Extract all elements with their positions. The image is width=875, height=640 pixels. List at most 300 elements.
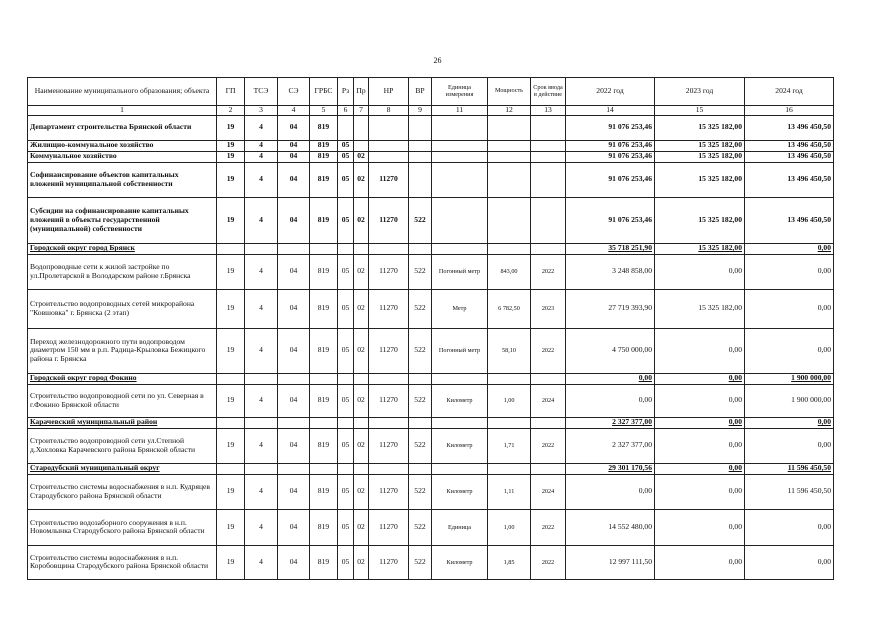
row-name: Софинансирование объектов капитальных вложений муниципальной собственности <box>28 162 217 197</box>
grbs-cell: 819 <box>310 289 338 328</box>
page-number: 26 <box>433 56 442 65</box>
gp-cell: 19 <box>217 115 245 140</box>
grbs-cell <box>310 417 338 428</box>
tse-cell: 4 <box>245 289 278 328</box>
vr-cell: 522 <box>409 254 432 289</box>
se-cell <box>278 373 310 384</box>
gp-cell <box>217 373 245 384</box>
rz-cell: 05 <box>338 197 354 243</box>
row-name: Департамент строительства Брянской области <box>28 115 217 140</box>
gp-cell: 19 <box>217 509 245 545</box>
unit-cell <box>432 243 488 254</box>
group-row <box>28 115 834 140</box>
term-cell <box>531 140 566 151</box>
unit-cell <box>432 151 488 162</box>
vr-cell: 522 <box>409 474 432 509</box>
column-number: 15 <box>655 106 745 116</box>
amount-2022: 91 076 253,46 <box>566 151 655 162</box>
row-name: Строительство водопроводных сетей микрорайона "Ковшовка" г. Брянска (2 этап) <box>28 289 217 328</box>
amount-2023: 15 325 182,00 <box>655 197 745 243</box>
nr-cell: 11270 <box>369 328 409 373</box>
amount-2024: 11 596 450,50 <box>745 474 834 509</box>
column-number: 16 <box>745 106 834 116</box>
grbs-cell: 819 <box>310 384 338 417</box>
group-row <box>28 463 834 474</box>
pr-cell <box>354 417 369 428</box>
grbs-cell: 819 <box>310 162 338 197</box>
se-cell: 04 <box>278 545 310 579</box>
unit-cell <box>432 197 488 243</box>
amount-2022: 0,00 <box>566 474 655 509</box>
unit-cell <box>432 463 488 474</box>
grbs-cell: 819 <box>310 509 338 545</box>
amount-2024: 0,00 <box>745 289 834 328</box>
se-cell <box>278 243 310 254</box>
amount-2022: 91 076 253,46 <box>566 140 655 151</box>
tse-cell: 4 <box>245 140 278 151</box>
rz-cell: 05 <box>338 162 354 197</box>
nr-cell: 11270 <box>369 162 409 197</box>
capacity-cell <box>488 140 531 151</box>
column-number: 14 <box>566 106 655 116</box>
column-number: 3 <box>245 106 278 116</box>
tse-cell: 4 <box>245 151 278 162</box>
rz-cell: 05 <box>338 509 354 545</box>
tse-cell: 4 <box>245 428 278 463</box>
amount-2023: 0,00 <box>655 509 745 545</box>
column-number: 8 <box>369 106 409 116</box>
header-nr: НР <box>369 78 409 106</box>
tse-cell: 4 <box>245 254 278 289</box>
amount-2024: 13 496 450,50 <box>745 115 834 140</box>
vr-cell: 522 <box>409 545 432 579</box>
vr-cell <box>409 243 432 254</box>
capacity-cell: 843,00 <box>488 254 531 289</box>
amount-2024: 0,00 <box>745 545 834 579</box>
unit-cell: Единица <box>432 509 488 545</box>
pr-cell: 02 <box>354 254 369 289</box>
pr-cell <box>354 115 369 140</box>
term-cell: 2022 <box>531 328 566 373</box>
grbs-cell: 819 <box>310 254 338 289</box>
header-numbers-row <box>28 106 834 116</box>
term-cell: 2022 <box>531 509 566 545</box>
rz-cell: 05 <box>338 254 354 289</box>
header-se: СЭ <box>278 78 310 106</box>
header-term: Срок ввода в действие <box>531 78 566 106</box>
table-row <box>28 428 834 463</box>
capacity-cell <box>488 151 531 162</box>
gp-cell: 19 <box>217 328 245 373</box>
pr-cell: 02 <box>354 474 369 509</box>
amount-2022: 3 248 858,00 <box>566 254 655 289</box>
column-number: 2 <box>217 106 245 116</box>
grbs-cell: 819 <box>310 197 338 243</box>
amount-2022: 12 997 111,50 <box>566 545 655 579</box>
row-name: Карачевский муниципальный район <box>28 417 217 428</box>
amount-2022: 91 076 253,46 <box>566 197 655 243</box>
tse-cell: 4 <box>245 328 278 373</box>
column-number: 13 <box>531 106 566 116</box>
header-unit: Единица измерения <box>432 78 488 106</box>
pr-cell: 02 <box>354 197 369 243</box>
amount-2023: 0,00 <box>655 474 745 509</box>
pr-cell: 02 <box>354 162 369 197</box>
capacity-cell: 1,00 <box>488 509 531 545</box>
nr-cell <box>369 417 409 428</box>
group-row <box>28 140 834 151</box>
pr-cell: 02 <box>354 328 369 373</box>
pr-cell: 02 <box>354 509 369 545</box>
capacity-cell: 6 782,50 <box>488 289 531 328</box>
pr-cell: 02 <box>354 151 369 162</box>
nr-cell <box>369 151 409 162</box>
nr-cell: 11270 <box>369 474 409 509</box>
column-number: 9 <box>409 106 432 116</box>
nr-cell <box>369 373 409 384</box>
capacity-cell <box>488 417 531 428</box>
group-row <box>28 197 834 243</box>
unit-cell <box>432 115 488 140</box>
group-row <box>28 151 834 162</box>
tse-cell: 4 <box>245 474 278 509</box>
pr-cell: 02 <box>354 545 369 579</box>
se-cell: 04 <box>278 140 310 151</box>
amount-2024: 13 496 450,50 <box>745 197 834 243</box>
amount-2023: 15 325 182,00 <box>655 243 745 254</box>
amount-2023: 0,00 <box>655 463 745 474</box>
row-name: Строительство системы водоснабжения в н.п. Кудряцев Стародубского района Брянской области <box>28 474 217 509</box>
amount-2022: 0,00 <box>566 373 655 384</box>
vr-cell: 522 <box>409 384 432 417</box>
amount-2023: 0,00 <box>655 328 745 373</box>
group-row <box>28 162 834 197</box>
column-number: 6 <box>338 106 354 116</box>
unit-cell <box>432 140 488 151</box>
header-2024: 2024 год <box>745 78 834 106</box>
se-cell: 04 <box>278 162 310 197</box>
unit-cell: Километр <box>432 545 488 579</box>
tse-cell <box>245 373 278 384</box>
table-row <box>28 328 834 373</box>
column-number: 12 <box>488 106 531 116</box>
header-name: Наименование муниципального образования; объекта <box>28 78 217 106</box>
amount-2023: 0,00 <box>655 545 745 579</box>
unit-cell: Метр <box>432 289 488 328</box>
grbs-cell: 819 <box>310 545 338 579</box>
amount-2024: 13 496 450,50 <box>745 151 834 162</box>
grbs-cell <box>310 463 338 474</box>
tse-cell: 4 <box>245 162 278 197</box>
unit-cell: Километр <box>432 428 488 463</box>
row-name: Субсидии на софинансирование капитальных вложений в объекты государственной (муниципальной) собственности <box>28 197 217 243</box>
header-vr: ВР <box>409 78 432 106</box>
capacity-cell <box>488 197 531 243</box>
amount-2023: 0,00 <box>655 428 745 463</box>
header-2023: 2023 год <box>655 78 745 106</box>
amount-2022: 91 076 253,46 <box>566 162 655 197</box>
grbs-cell: 819 <box>310 474 338 509</box>
row-name: Жилищно-коммунальное хозяйство <box>28 140 217 151</box>
pr-cell <box>354 243 369 254</box>
table-row <box>28 384 834 417</box>
group-row <box>28 373 834 384</box>
term-cell <box>531 162 566 197</box>
table-row <box>28 254 834 289</box>
term-cell: 2022 <box>531 428 566 463</box>
rz-cell: 05 <box>338 428 354 463</box>
se-cell: 04 <box>278 509 310 545</box>
pr-cell <box>354 463 369 474</box>
gp-cell: 19 <box>217 140 245 151</box>
se-cell: 04 <box>278 289 310 328</box>
se-cell: 04 <box>278 474 310 509</box>
term-cell <box>531 373 566 384</box>
capacity-cell <box>488 373 531 384</box>
unit-cell: Километр <box>432 474 488 509</box>
amount-2022: 91 076 253,46 <box>566 115 655 140</box>
se-cell: 04 <box>278 151 310 162</box>
nr-cell <box>369 140 409 151</box>
se-cell: 04 <box>278 254 310 289</box>
column-number: 4 <box>278 106 310 116</box>
nr-cell: 11270 <box>369 428 409 463</box>
nr-cell: 11270 <box>369 254 409 289</box>
amount-2022: 2 327 377,00 <box>566 428 655 463</box>
vr-cell: 522 <box>409 328 432 373</box>
se-cell: 04 <box>278 428 310 463</box>
amount-2024: 1 900 000,00 <box>745 373 834 384</box>
row-name: Переход железнодорожного пути водопроводом диаметром 150 мм в р.п. Радица-Крыловка Бежицкого района г. Брянска <box>28 328 217 373</box>
nr-cell <box>369 115 409 140</box>
vr-cell <box>409 463 432 474</box>
table-body <box>28 115 834 579</box>
amount-2022: 27 719 393,90 <box>566 289 655 328</box>
rz-cell <box>338 417 354 428</box>
amount-2024: 0,00 <box>745 428 834 463</box>
table-row <box>28 474 834 509</box>
amount-2023: 0,00 <box>655 417 745 428</box>
gp-cell <box>217 463 245 474</box>
rz-cell: 05 <box>338 384 354 417</box>
unit-cell <box>432 373 488 384</box>
header-pr: Пр <box>354 78 369 106</box>
gp-cell: 19 <box>217 162 245 197</box>
table-row <box>28 545 834 579</box>
grbs-cell <box>310 243 338 254</box>
gp-cell: 19 <box>217 384 245 417</box>
tse-cell: 4 <box>245 115 278 140</box>
capacity-cell <box>488 243 531 254</box>
grbs-cell <box>310 373 338 384</box>
rz-cell: 05 <box>338 328 354 373</box>
nr-cell <box>369 463 409 474</box>
tse-cell <box>245 463 278 474</box>
vr-cell <box>409 115 432 140</box>
nr-cell: 11270 <box>369 197 409 243</box>
vr-cell <box>409 417 432 428</box>
grbs-cell: 819 <box>310 151 338 162</box>
rz-cell <box>338 243 354 254</box>
amount-2022: 0,00 <box>566 384 655 417</box>
nr-cell: 11270 <box>369 384 409 417</box>
term-cell <box>531 243 566 254</box>
grbs-cell: 819 <box>310 115 338 140</box>
term-cell: 2022 <box>531 254 566 289</box>
budget-table <box>27 77 834 580</box>
rz-cell: 05 <box>338 151 354 162</box>
unit-cell: Погонный метр <box>432 254 488 289</box>
header-grbs: ГРБС <box>310 78 338 106</box>
amount-2024: 13 496 450,50 <box>745 140 834 151</box>
vr-cell <box>409 373 432 384</box>
se-cell: 04 <box>278 115 310 140</box>
unit-cell <box>432 162 488 197</box>
amount-2024: 1 900 000,00 <box>745 384 834 417</box>
amount-2023: 15 325 182,00 <box>655 115 745 140</box>
row-name: Коммунальное хозяйство <box>28 151 217 162</box>
row-name: Городской округ город Брянск <box>28 243 217 254</box>
grbs-cell: 819 <box>310 140 338 151</box>
vr-cell <box>409 140 432 151</box>
tse-cell: 4 <box>245 384 278 417</box>
vr-cell: 522 <box>409 509 432 545</box>
header-gp: ГП <box>217 78 245 106</box>
nr-cell: 11270 <box>369 289 409 328</box>
nr-cell: 11270 <box>369 509 409 545</box>
table-row <box>28 509 834 545</box>
gp-cell: 19 <box>217 545 245 579</box>
unit-cell <box>432 417 488 428</box>
pr-cell <box>354 373 369 384</box>
amount-2022: 35 718 251,90 <box>566 243 655 254</box>
amount-2023: 15 325 182,00 <box>655 140 745 151</box>
table-row <box>28 289 834 328</box>
term-cell <box>531 115 566 140</box>
row-name: Строительство водопроводной сети ул.Степной д.Хохловка Карачевского района Брянской области <box>28 428 217 463</box>
se-cell: 04 <box>278 328 310 373</box>
group-row <box>28 243 834 254</box>
capacity-cell: 1,85 <box>488 545 531 579</box>
header-capacity: Мощность <box>488 78 531 106</box>
vr-cell: 522 <box>409 197 432 243</box>
gp-cell: 19 <box>217 289 245 328</box>
amount-2022: 29 301 170,56 <box>566 463 655 474</box>
rz-cell: 05 <box>338 545 354 579</box>
group-row <box>28 417 834 428</box>
row-name: Строительство системы водоснабжения в н.п. Коробовщина Стародубского района Брянской области <box>28 545 217 579</box>
rz-cell <box>338 463 354 474</box>
header-tse: ТСЭ <box>245 78 278 106</box>
header-2022: 2022 год <box>566 78 655 106</box>
vr-cell: 522 <box>409 289 432 328</box>
amount-2024: 0,00 <box>745 254 834 289</box>
row-name: Городской округ город Фокино <box>28 373 217 384</box>
tse-cell: 4 <box>245 545 278 579</box>
rz-cell <box>338 373 354 384</box>
rz-cell: 05 <box>338 140 354 151</box>
term-cell: 2022 <box>531 545 566 579</box>
capacity-cell: 58,10 <box>488 328 531 373</box>
rz-cell: 05 <box>338 289 354 328</box>
amount-2023: 15 325 182,00 <box>655 289 745 328</box>
term-cell <box>531 197 566 243</box>
pr-cell: 02 <box>354 289 369 328</box>
nr-cell <box>369 243 409 254</box>
column-number: 7 <box>354 106 369 116</box>
unit-cell: Погонный метр <box>432 328 488 373</box>
pr-cell: 02 <box>354 428 369 463</box>
header-row <box>28 78 834 106</box>
gp-cell: 19 <box>217 428 245 463</box>
amount-2024: 0,00 <box>745 417 834 428</box>
capacity-cell <box>488 162 531 197</box>
amount-2023: 0,00 <box>655 373 745 384</box>
row-name: Стародубский муниципальный округ <box>28 463 217 474</box>
capacity-cell: 1,71 <box>488 428 531 463</box>
se-cell <box>278 463 310 474</box>
tse-cell: 4 <box>245 197 278 243</box>
row-name: Строительство водопроводной сети по ул. Северная в г.Фокино Брянской области <box>28 384 217 417</box>
gp-cell: 19 <box>217 474 245 509</box>
amount-2023: 0,00 <box>655 254 745 289</box>
capacity-cell: 1,11 <box>488 474 531 509</box>
rz-cell <box>338 115 354 140</box>
vr-cell <box>409 151 432 162</box>
tse-cell <box>245 417 278 428</box>
capacity-cell <box>488 463 531 474</box>
term-cell: 2024 <box>531 384 566 417</box>
header-rz: Рз <box>338 78 354 106</box>
column-number: 11 <box>432 106 488 116</box>
term-cell <box>531 151 566 162</box>
gp-cell <box>217 417 245 428</box>
amount-2022: 4 750 000,00 <box>566 328 655 373</box>
row-name: Водопроводные сети к жилой застройке по ул.Пролетарской в Володарском районе г.Брянска <box>28 254 217 289</box>
rz-cell: 05 <box>338 474 354 509</box>
amount-2024: 0,00 <box>745 509 834 545</box>
term-cell: 2024 <box>531 474 566 509</box>
term-cell <box>531 417 566 428</box>
amount-2024: 0,00 <box>745 243 834 254</box>
vr-cell <box>409 162 432 197</box>
column-number: 5 <box>310 106 338 116</box>
capacity-cell <box>488 115 531 140</box>
se-cell <box>278 417 310 428</box>
se-cell: 04 <box>278 384 310 417</box>
amount-2023: 15 325 182,00 <box>655 162 745 197</box>
gp-cell <box>217 243 245 254</box>
amount-2023: 0,00 <box>655 384 745 417</box>
row-name: Строительство водозаборного сооружения в н.п. Новомлынка Стародубского района Брянской области <box>28 509 217 545</box>
nr-cell: 11270 <box>369 545 409 579</box>
column-number: 1 <box>28 106 217 116</box>
amount-2024: 11 596 450,50 <box>745 463 834 474</box>
amount-2024: 13 496 450,50 <box>745 162 834 197</box>
term-cell: 2023 <box>531 289 566 328</box>
pr-cell <box>354 140 369 151</box>
amount-2023: 15 325 182,00 <box>655 151 745 162</box>
gp-cell: 19 <box>217 254 245 289</box>
gp-cell: 19 <box>217 151 245 162</box>
grbs-cell: 819 <box>310 428 338 463</box>
pr-cell: 02 <box>354 384 369 417</box>
amount-2022: 2 327 377,00 <box>566 417 655 428</box>
grbs-cell: 819 <box>310 328 338 373</box>
amount-2022: 14 552 480,00 <box>566 509 655 545</box>
vr-cell: 522 <box>409 428 432 463</box>
term-cell <box>531 463 566 474</box>
